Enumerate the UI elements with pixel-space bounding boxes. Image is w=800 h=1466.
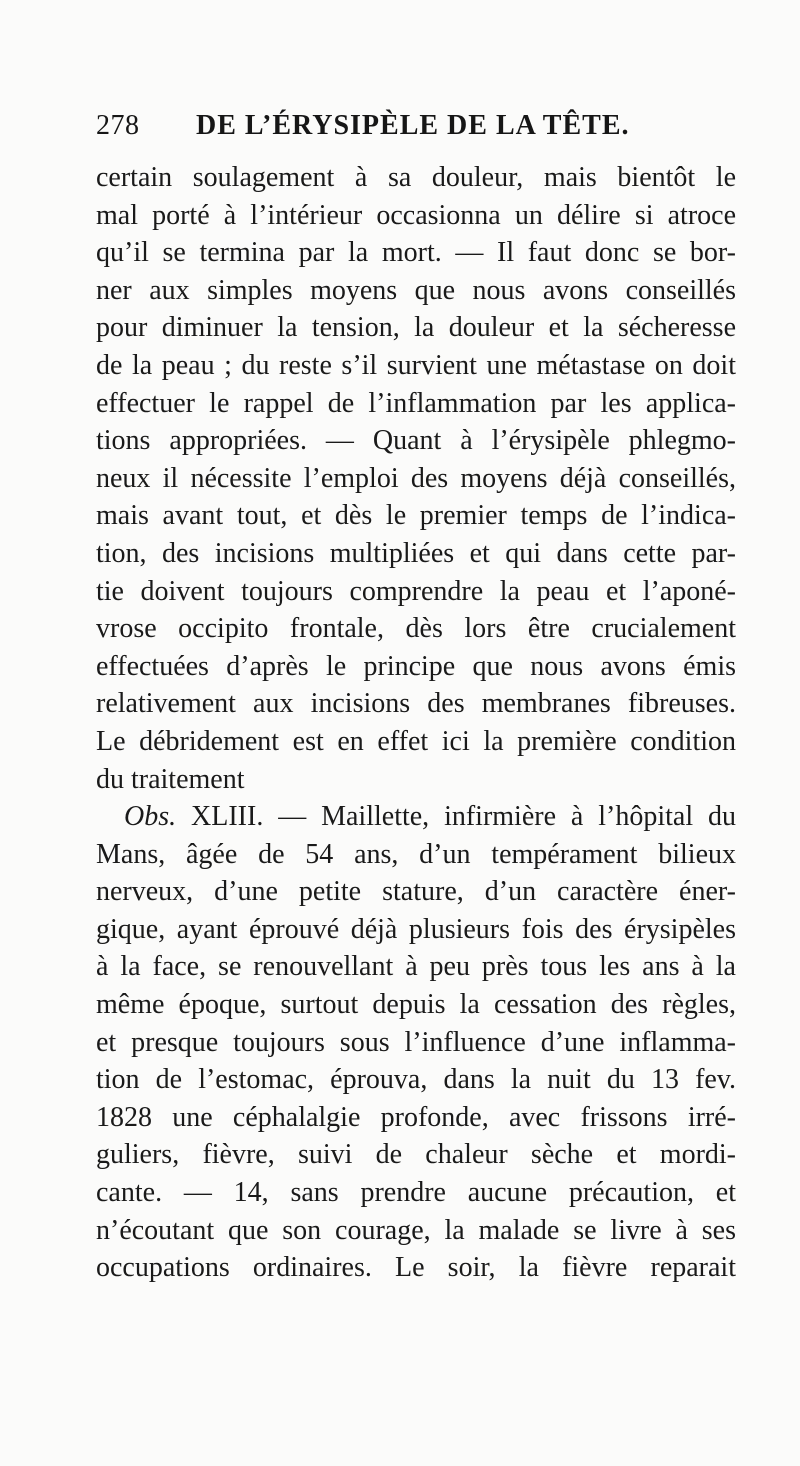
text-line: neux il nécessite l’emploi des moyens déjà conseillés, [96,462,736,494]
paragraph-2 [96,798,736,1287]
observation-heading-line [96,798,736,836]
text-line: et presque toujours sous l’influence d’une inflamma- [96,1026,736,1058]
body-text [96,159,736,1287]
text-line: vrose occipito frontale, dès lors être crucialement [96,613,736,645]
text-line: du traitement [96,763,245,795]
text-line: même époque, surtout depuis la cessation des règles, [96,989,736,1021]
text-line: pour diminuer la tension, la douleur et la sécheresse [96,312,736,344]
text-line: tion de l’estomac, éprouva, dans la nuit du 13 fev. [96,1064,736,1096]
text-line: relativement aux incisions des membranes fibreuses. [96,688,736,720]
observation-heading-text: XLIII. — Maillette, infirmière à l’hôpital du [176,801,736,833]
text-line: tions appropriées. — Quant à l’érysipèle phlegmo- [96,425,736,457]
paragraph-1 [96,159,736,798]
text-line: cante. — 14, sans prendre aucune précaution, et [96,1177,736,1209]
text-line: qu’il se termina par la mort. — Il faut donc se bor- [96,237,736,269]
text-line: guliers, fièvre, suivi de chaleur sèche et mordi- [96,1139,736,1171]
text-line: n’écoutant que son courage, la malade se livre à ses [96,1214,736,1246]
text-line: effectuées d’après le principe que nous avons émis [96,650,736,682]
text-line: gique, ayant éprouvé déjà plusieurs fois des érysipèles [96,913,736,945]
page-header [96,110,736,150]
text-line: effectuer le rappel de l’inflammation par les applica- [96,387,736,419]
observation-label: Obs. [124,801,177,833]
text-line: Le débridement est en effet ici la première condition [96,725,736,757]
text-line: à la face, se renouvellant à peu près tous les ans à la [96,951,736,983]
text-line: Mans, âgée de 54 ans, d’un tempérament bilieux [96,838,736,870]
text-line: occupations ordinaires. Le soir, la fièvre reparait [96,1252,736,1284]
text-line: de la peau ; du reste s’il survient une métastase on doit [96,349,736,381]
text-line: tion, des incisions multipliées et qui dans cette par- [96,537,736,569]
text-line: mal porté à l’intérieur occasionna un délire si atroce [96,199,736,231]
text-line: 1828 une céphalalgie profonde, avec frissons irré- [96,1101,736,1133]
text-line: mais avant tout, et dès le premier temps de l’indica- [96,500,736,532]
running-title: DE L’ÉRYSIPÈLE DE LA TÊTE. [196,110,630,141]
text-line: nerveux, d’une petite stature, d’un caractère éner- [96,876,736,908]
text-line: ner aux simples moyens que nous avons conseillés [96,274,736,306]
text-line: tie doivent toujours comprendre la peau et l’aponé- [96,575,736,607]
page-number: 278 [96,110,140,141]
text-line: certain soulagement à sa douleur, mais bientôt le [96,162,736,193]
